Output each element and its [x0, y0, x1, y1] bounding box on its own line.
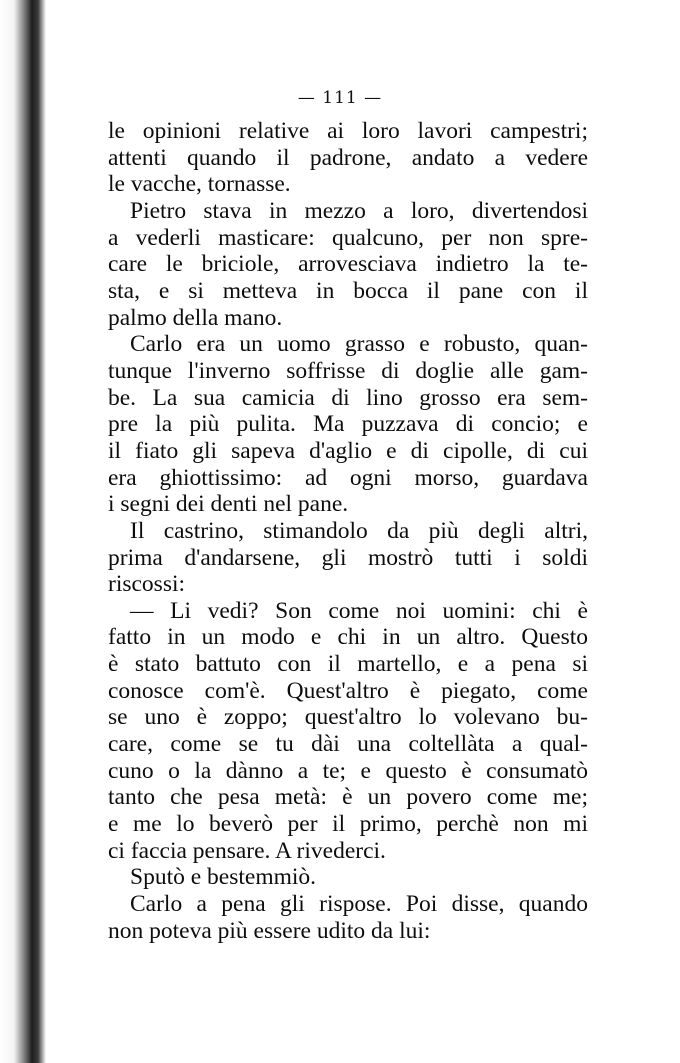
text-line: Pietro stava in mezzo a loro, divertendosi	[130, 197, 588, 224]
text-line: palmo della mano.	[108, 304, 283, 331]
text-line: attenti quando il padrone, andato a vedere	[108, 144, 588, 171]
text-line: fatto in un modo e chi in un altro. Questo	[108, 624, 588, 651]
text-line: il fiato gli sapeva d'aglio e di cipolle, di cui	[108, 437, 588, 464]
text-line: care, come se tu dài una coltellàta a qual-	[108, 731, 588, 758]
text-line: a vederli masticare: qualcuno, per non spre-	[108, 224, 588, 251]
text-line: pre la più pulita. Ma puzzava di concio; e	[108, 411, 588, 438]
text-line: le opinioni relative ai loro lavori campestri;	[108, 118, 588, 144]
text-line: le vacche, tornasse.	[108, 171, 291, 198]
text-line: tanto che pesa metà: è un povero come me;	[108, 784, 588, 811]
text-line: cuno o la dànno a te; e questo è consumatò	[108, 757, 588, 784]
text-line: sta, e si metteva in bocca il pane con il	[108, 277, 588, 304]
text-line: e me lo beverò per il primo, perchè non mi	[108, 811, 588, 838]
text-line: non poteva più essere udito da lui:	[108, 917, 431, 944]
text-line: — Li vedi? Son come noi uomini: chi è	[130, 597, 588, 624]
text-line: be. La sua camicia di lino grosso era sem-	[108, 384, 588, 411]
text-line: riscossi:	[108, 571, 186, 598]
body-text	[108, 118, 588, 944]
text-line: conosce com'è. Quest'altro è piegato, come	[108, 677, 588, 704]
text-line: prima d'andarsene, gli mostrò tutti i soldi	[108, 544, 588, 571]
text-line: se uno è zoppo; quest'altro lo volevano bu-	[108, 704, 588, 731]
text-line: Il castrino, stimandolo da più degli altri,	[130, 517, 588, 544]
text-line: tunque l'inverno soffrisse di doglie alle gam-	[108, 357, 588, 384]
text-line: Carlo era un uomo grasso e robusto, quan-	[130, 331, 588, 358]
text-line: i segni dei denti nel pane.	[108, 491, 349, 518]
text-line: era ghiottissimo: ad ogni morso, guardava	[108, 464, 588, 491]
text-line: Carlo a pena gli rispose. Poi disse, quando	[130, 891, 588, 918]
page-number: — 111 —	[297, 88, 383, 108]
text-line: è stato battuto con il martello, e a pena si	[108, 651, 588, 678]
text-line: care le briciole, arrovesciava indietro la te-	[108, 251, 588, 278]
book-binding-edge	[0, 0, 46, 1063]
text-line: ci faccia pensare. A rivederci.	[108, 837, 386, 864]
text-line: Sputò e bestemmiò.	[130, 864, 317, 891]
